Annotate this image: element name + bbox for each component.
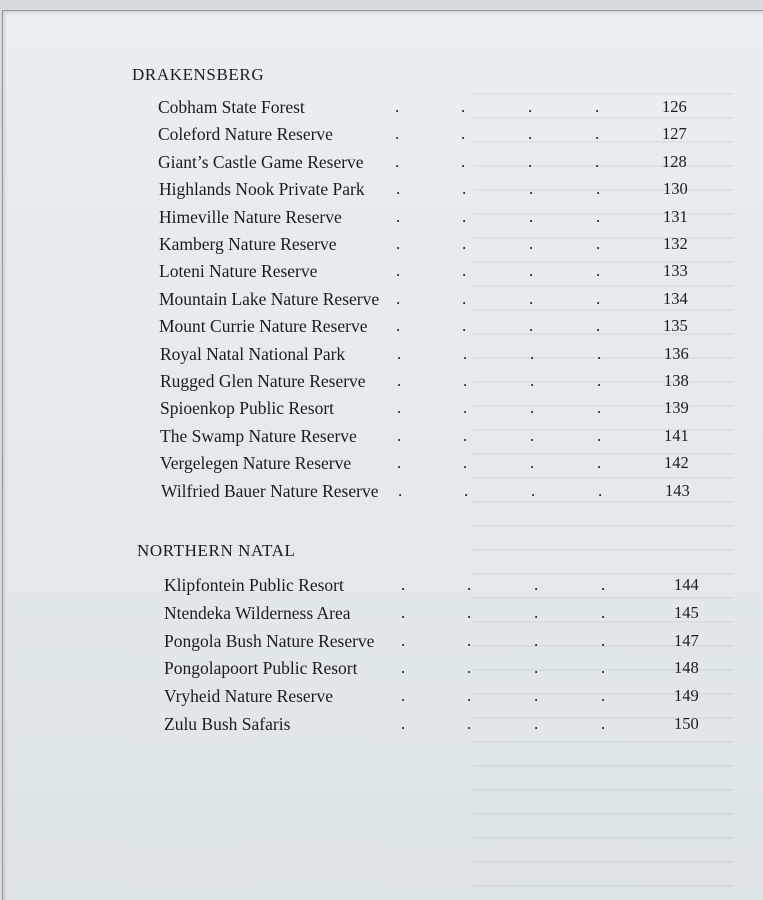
leader-dot: .: [401, 631, 406, 650]
toc-entry: [158, 124, 718, 148]
leader-dot: .: [401, 714, 406, 733]
toc-entry: [164, 631, 724, 655]
leader-dot: .: [397, 344, 402, 363]
leader-dot: .: [534, 658, 539, 677]
toc-entry-title: Rugged Glen Nature Reserve: [160, 371, 366, 391]
leader-dot: .: [395, 152, 400, 171]
toc-entry-page-number: 150: [674, 714, 699, 733]
toc-entry-title: Vergelegen Nature Reserve: [160, 453, 352, 473]
toc-entry-page-number: 127: [662, 124, 687, 143]
toc-entry-page-number: 138: [664, 371, 689, 390]
toc-entry-title: Spioenkop Public Resort: [160, 398, 335, 418]
leader-dot: .: [596, 289, 601, 308]
leader-dot: .: [528, 124, 533, 143]
leader-dot: .: [595, 97, 600, 116]
leader-dot: .: [397, 398, 402, 417]
leader-dot: .: [596, 234, 601, 253]
toc-entry-title: Royal Natal National Park: [160, 344, 346, 364]
leader-dot: .: [397, 453, 402, 472]
leader-dot: .: [601, 714, 606, 733]
toc-entry: [164, 686, 724, 710]
leader-dot: .: [467, 658, 472, 677]
leader-dot: .: [463, 398, 468, 417]
toc-entry: [159, 316, 719, 340]
leader-dot: .: [601, 631, 606, 650]
leader-dot: .: [398, 481, 403, 500]
toc-entry-page-number: 135: [663, 316, 688, 335]
toc-entry-title: The Swamp Nature Reserve: [160, 426, 357, 446]
leader-dot: .: [467, 575, 472, 594]
leader-dot: .: [467, 686, 472, 705]
toc-entry-title: Ntendeka Wilderness Area: [164, 603, 351, 623]
section-heading-drakensberg: DRAKENSBERG: [132, 65, 265, 84]
leader-dot: .: [597, 371, 602, 390]
toc-entry: [164, 658, 724, 682]
leader-dot: .: [461, 124, 466, 143]
leader-dot: .: [534, 686, 539, 705]
leader-dot: .: [531, 481, 536, 500]
leader-dot: .: [467, 714, 472, 733]
leader-dot: .: [463, 344, 468, 363]
toc-entry: [158, 152, 718, 176]
toc-entry-title: Wilfried Bauer Nature Reserve: [161, 481, 379, 501]
leader-dot: .: [396, 289, 401, 308]
leader-dot: .: [601, 603, 606, 622]
toc-entry-title: Pongolapoort Public Resort: [164, 658, 358, 678]
leader-dot: .: [596, 179, 601, 198]
toc-entry-page-number: 141: [664, 426, 689, 445]
leader-dot: .: [529, 234, 534, 253]
leader-dot: .: [596, 261, 601, 280]
toc-entry: [160, 371, 720, 395]
toc-entry-page-number: 142: [664, 453, 689, 472]
toc-entry-page-number: 133: [663, 261, 688, 280]
leader-dot: .: [534, 631, 539, 650]
leader-dot: .: [530, 344, 535, 363]
toc-entry-title: Cobham State Forest: [158, 97, 305, 117]
toc-entry-page-number: 148: [674, 658, 699, 677]
toc-entry-page-number: 131: [663, 207, 688, 226]
toc-entry-title: Loteni Nature Reserve: [159, 261, 318, 281]
toc-entry: [160, 426, 720, 450]
leader-dot: .: [462, 234, 467, 253]
toc-entry: [159, 207, 719, 231]
toc-entry-page-number: 126: [662, 97, 687, 116]
leader-dot: .: [463, 426, 468, 445]
toc-entry-title: Highlands Nook Private Park: [159, 179, 365, 199]
leader-dot: .: [530, 453, 535, 472]
section-heading-northern-natal: NORTHERN NATAL: [137, 541, 296, 560]
leader-dot: .: [529, 179, 534, 198]
leader-dot: .: [462, 261, 467, 280]
toc-entry: [159, 234, 719, 258]
toc-entry: [160, 398, 720, 422]
toc-entry-title: Mountain Lake Nature Reserve: [159, 289, 380, 309]
leader-dot: .: [462, 289, 467, 308]
leader-dot: .: [396, 179, 401, 198]
book-page: [2, 10, 763, 900]
toc-entry-page-number: 139: [664, 398, 689, 417]
leader-dot: .: [395, 124, 400, 143]
toc-entry-page-number: 145: [674, 603, 699, 622]
leader-dot: .: [601, 575, 606, 594]
leader-dot: .: [463, 371, 468, 390]
leader-dot: .: [529, 316, 534, 335]
leader-dot: .: [530, 398, 535, 417]
leader-dot: .: [534, 603, 539, 622]
leader-dot: .: [530, 426, 535, 445]
leader-dot: .: [467, 631, 472, 650]
toc-entry: [164, 575, 724, 599]
leader-dot: .: [534, 575, 539, 594]
leader-dot: .: [396, 261, 401, 280]
toc-entry: [160, 453, 720, 477]
leader-dot: .: [396, 234, 401, 253]
toc-entry-page-number: 147: [674, 631, 699, 650]
leader-dot: .: [597, 398, 602, 417]
leader-dot: .: [595, 152, 600, 171]
leader-dot: .: [462, 316, 467, 335]
leader-dot: .: [530, 371, 535, 390]
toc-entry-title: Giant’s Castle Game Reserve: [158, 152, 364, 172]
leader-dot: .: [395, 97, 400, 116]
toc-entry-title: Mount Currie Nature Reserve: [159, 316, 368, 336]
toc-entry: [160, 344, 720, 368]
toc-entry: [159, 289, 719, 313]
leader-dot: .: [529, 207, 534, 226]
toc-entry-page-number: 143: [665, 481, 690, 500]
toc-entry-title: Kamberg Nature Reserve: [159, 234, 337, 254]
leader-dot: .: [528, 152, 533, 171]
leader-dot: .: [595, 124, 600, 143]
toc-entry-page-number: 132: [663, 234, 688, 253]
leader-dot: .: [596, 316, 601, 335]
leader-dot: .: [462, 207, 467, 226]
leader-dot: .: [461, 152, 466, 171]
toc-entry-page-number: 134: [663, 289, 688, 308]
toc-entry-page-number: 128: [662, 152, 687, 171]
leader-dot: .: [401, 658, 406, 677]
leader-dot: .: [597, 453, 602, 472]
leader-dot: .: [529, 261, 534, 280]
toc-entry-title: Coleford Nature Reserve: [158, 124, 333, 144]
toc-entry-page-number: 130: [663, 179, 688, 198]
toc-entry: [159, 179, 719, 203]
leader-dot: .: [528, 97, 533, 116]
leader-dot: .: [596, 207, 601, 226]
leader-dot: .: [397, 426, 402, 445]
toc-entry: [164, 714, 724, 738]
leader-dot: .: [598, 481, 603, 500]
toc-entry: [164, 603, 724, 627]
toc-entry: [158, 97, 718, 121]
leader-dot: .: [601, 658, 606, 677]
leader-dot: .: [467, 603, 472, 622]
leader-dot: .: [396, 316, 401, 335]
toc-entry-page-number: 144: [674, 575, 699, 594]
leader-dot: .: [397, 371, 402, 390]
leader-dot: .: [463, 453, 468, 472]
toc-entry-title: Klipfontein Public Resort: [164, 575, 344, 595]
toc-entry-title: Himeville Nature Reserve: [159, 207, 342, 227]
toc-entry: [161, 481, 721, 505]
leader-dot: .: [464, 481, 469, 500]
toc-entry-title: Vryheid Nature Reserve: [164, 686, 334, 706]
leader-dot: .: [401, 686, 406, 705]
leader-dot: .: [401, 603, 406, 622]
leader-dot: .: [597, 426, 602, 445]
leader-dot: .: [597, 344, 602, 363]
leader-dot: .: [529, 289, 534, 308]
leader-dot: .: [534, 714, 539, 733]
toc-entry-page-number: 136: [664, 344, 689, 363]
toc-entry: [159, 261, 719, 285]
toc-entry-title: Pongola Bush Nature Reserve: [164, 631, 375, 651]
toc-entry-page-number: 149: [674, 686, 699, 705]
leader-dot: .: [601, 686, 606, 705]
leader-dot: .: [462, 179, 467, 198]
toc-entry-title: Zulu Bush Safaris: [164, 714, 291, 734]
leader-dot: .: [401, 575, 406, 594]
leader-dot: .: [396, 207, 401, 226]
leader-dot: .: [461, 97, 466, 116]
